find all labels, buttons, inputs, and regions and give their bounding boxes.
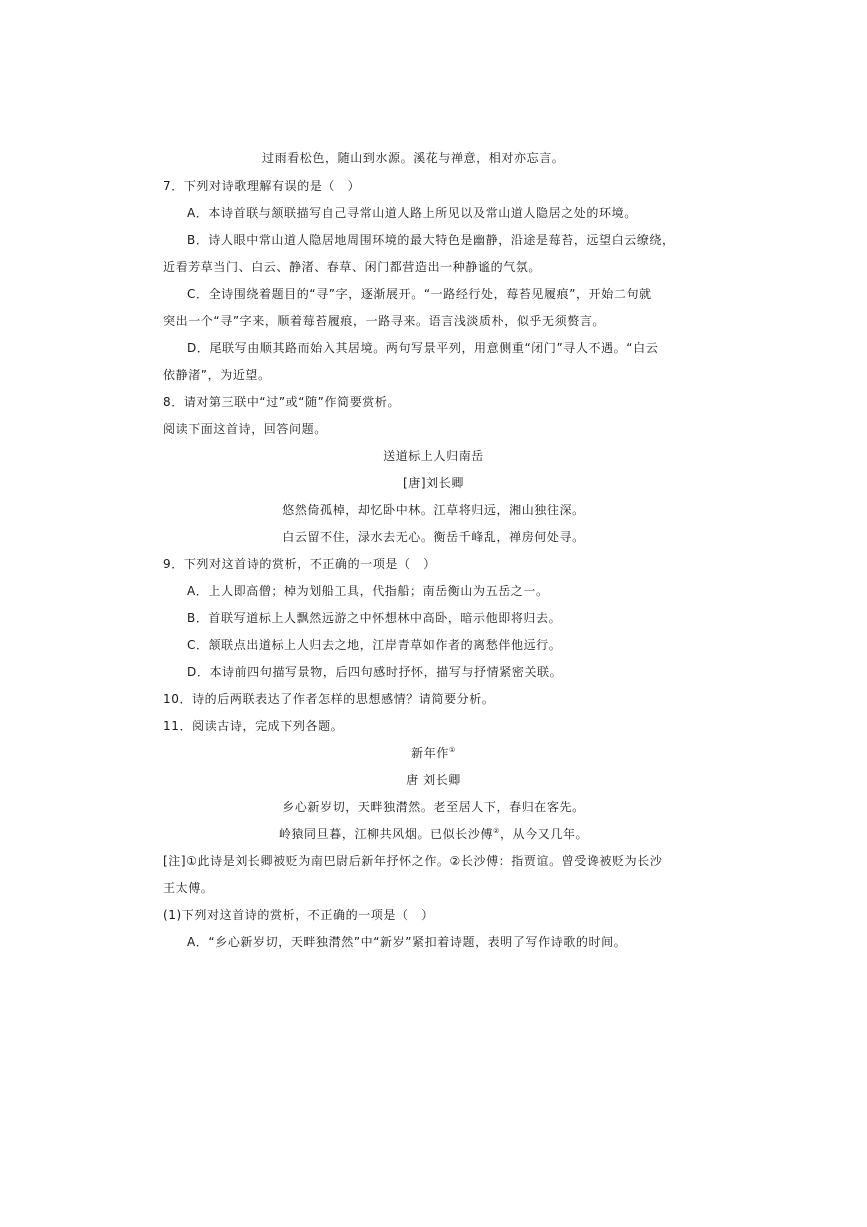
question-9-option-c: C．颔联点出道标上人归去之地，江岸青草如作者的离愁伴他远行。 — [187, 638, 562, 652]
poem3-title-footnote-mark: ① — [448, 746, 456, 754]
question-11-1: (1)下列对这首诗的赏析，不正确的一项是（ ） — [163, 908, 434, 922]
question-10: 10．诗的后两联表达了作者怎样的思想感情？请简要分析。 — [163, 692, 495, 706]
question-7-option-d-cont: 依静渚”，为近望。 — [163, 368, 271, 382]
question-7-option-b: B．诗人眼中常山道人隐居地周围环境的最大特色是幽静，沿途是莓苔，远望白云缭绕， — [187, 233, 675, 247]
poem3-line-2-footnote-mark: ② — [493, 827, 500, 835]
question-11-1-option-a: A．“乡心新岁切，天畔独潸然”中“新岁”紧扣着诗题，表明了写作诗歌的时间。 — [187, 935, 627, 949]
poem3-title-line — [0, 745, 867, 761]
footnote-line-1: [注]①此诗是刘长卿被贬为南巴尉后新年抒怀之作。②长沙傅：指贾谊。曾受谗被贬为长沙 — [163, 854, 663, 868]
poem2-line-2: 白云留不住，渌水去无心。衡岳千峰乱，禅房何处寻。 — [282, 530, 585, 544]
question-8: 8．请对第三联中“过”或“随”作简要赏析。 — [163, 395, 401, 409]
poem3-title: 新年作 — [411, 746, 449, 760]
poem2-title: 送道标上人归南岳 — [383, 449, 484, 463]
question-7: 7．下列对诗歌理解有误的是（ ） — [163, 179, 361, 193]
question-7-option-c: C．全诗围绕着题目的“寻”字，逐渐展开。“一路经行处，莓苔见履痕”，开始二句就 — [187, 287, 652, 301]
poem3-line-2-part-2: ，从今又几年。 — [499, 827, 589, 841]
question-7-option-a: A．本诗首联与颔联描写自己寻常山道人路上所见以及常山道人隐居之处的环境。 — [187, 206, 637, 220]
question-7-option-d: D．尾联写由顺其路而始入其居境。两句写景平列，用意侧重“闭门”寻人不遇。“白云 — [187, 341, 659, 355]
question-7-option-c-cont: 突出一个“寻”字来，顺着莓苔履痕，一路寻来。语言浅淡质朴，似乎无须赘言。 — [163, 314, 606, 328]
question-9: 9．下列对这首诗的赏析，不正确的一项是（ ） — [163, 557, 436, 571]
poem3-author: 唐 刘长卿 — [406, 773, 461, 787]
poem3-line-1: 乡心新岁切，天畔独潸然。老至居人下，春归在客先。 — [282, 800, 585, 814]
question-7-option-b-cont: 近看芳草当门、白云、静渚、春草、闲门都营造出一种静谧的气氛。 — [163, 260, 542, 274]
question-9-option-b: B．首联写道标上人飘然远游之中怀想林中高卧，暗示他即将归去。 — [187, 611, 562, 625]
poem2-author: [唐]刘长卿 — [403, 476, 464, 490]
footnote-line-2: 王太傅。 — [163, 881, 214, 895]
poem3-line-2 — [0, 826, 867, 842]
question-11: 11．阅读古诗，完成下列各题。 — [163, 719, 344, 733]
question-9-option-d: D．本诗前四句描写景物，后四句感时抒怀，描写与抒情紧密关联。 — [187, 665, 563, 679]
poem2-line-1: 悠然倚孤棹，却忆卧中林。江草将归远，湘山独往深。 — [282, 503, 585, 517]
poem3-line-2-part-1: 岭猿同旦暮，江柳共风烟。已似长沙傅 — [278, 827, 494, 841]
question-9-option-a: A．上人即高僧；棹为划船工具，代指船；南岳衡山为五岳之一。 — [187, 584, 549, 598]
poem1-last-couplet: 过雨看松色，随山到水源。溪花与禅意，相对亦忘言。 — [262, 151, 565, 165]
reading-instruction: 阅读下面这首诗，回答问题。 — [163, 422, 327, 436]
